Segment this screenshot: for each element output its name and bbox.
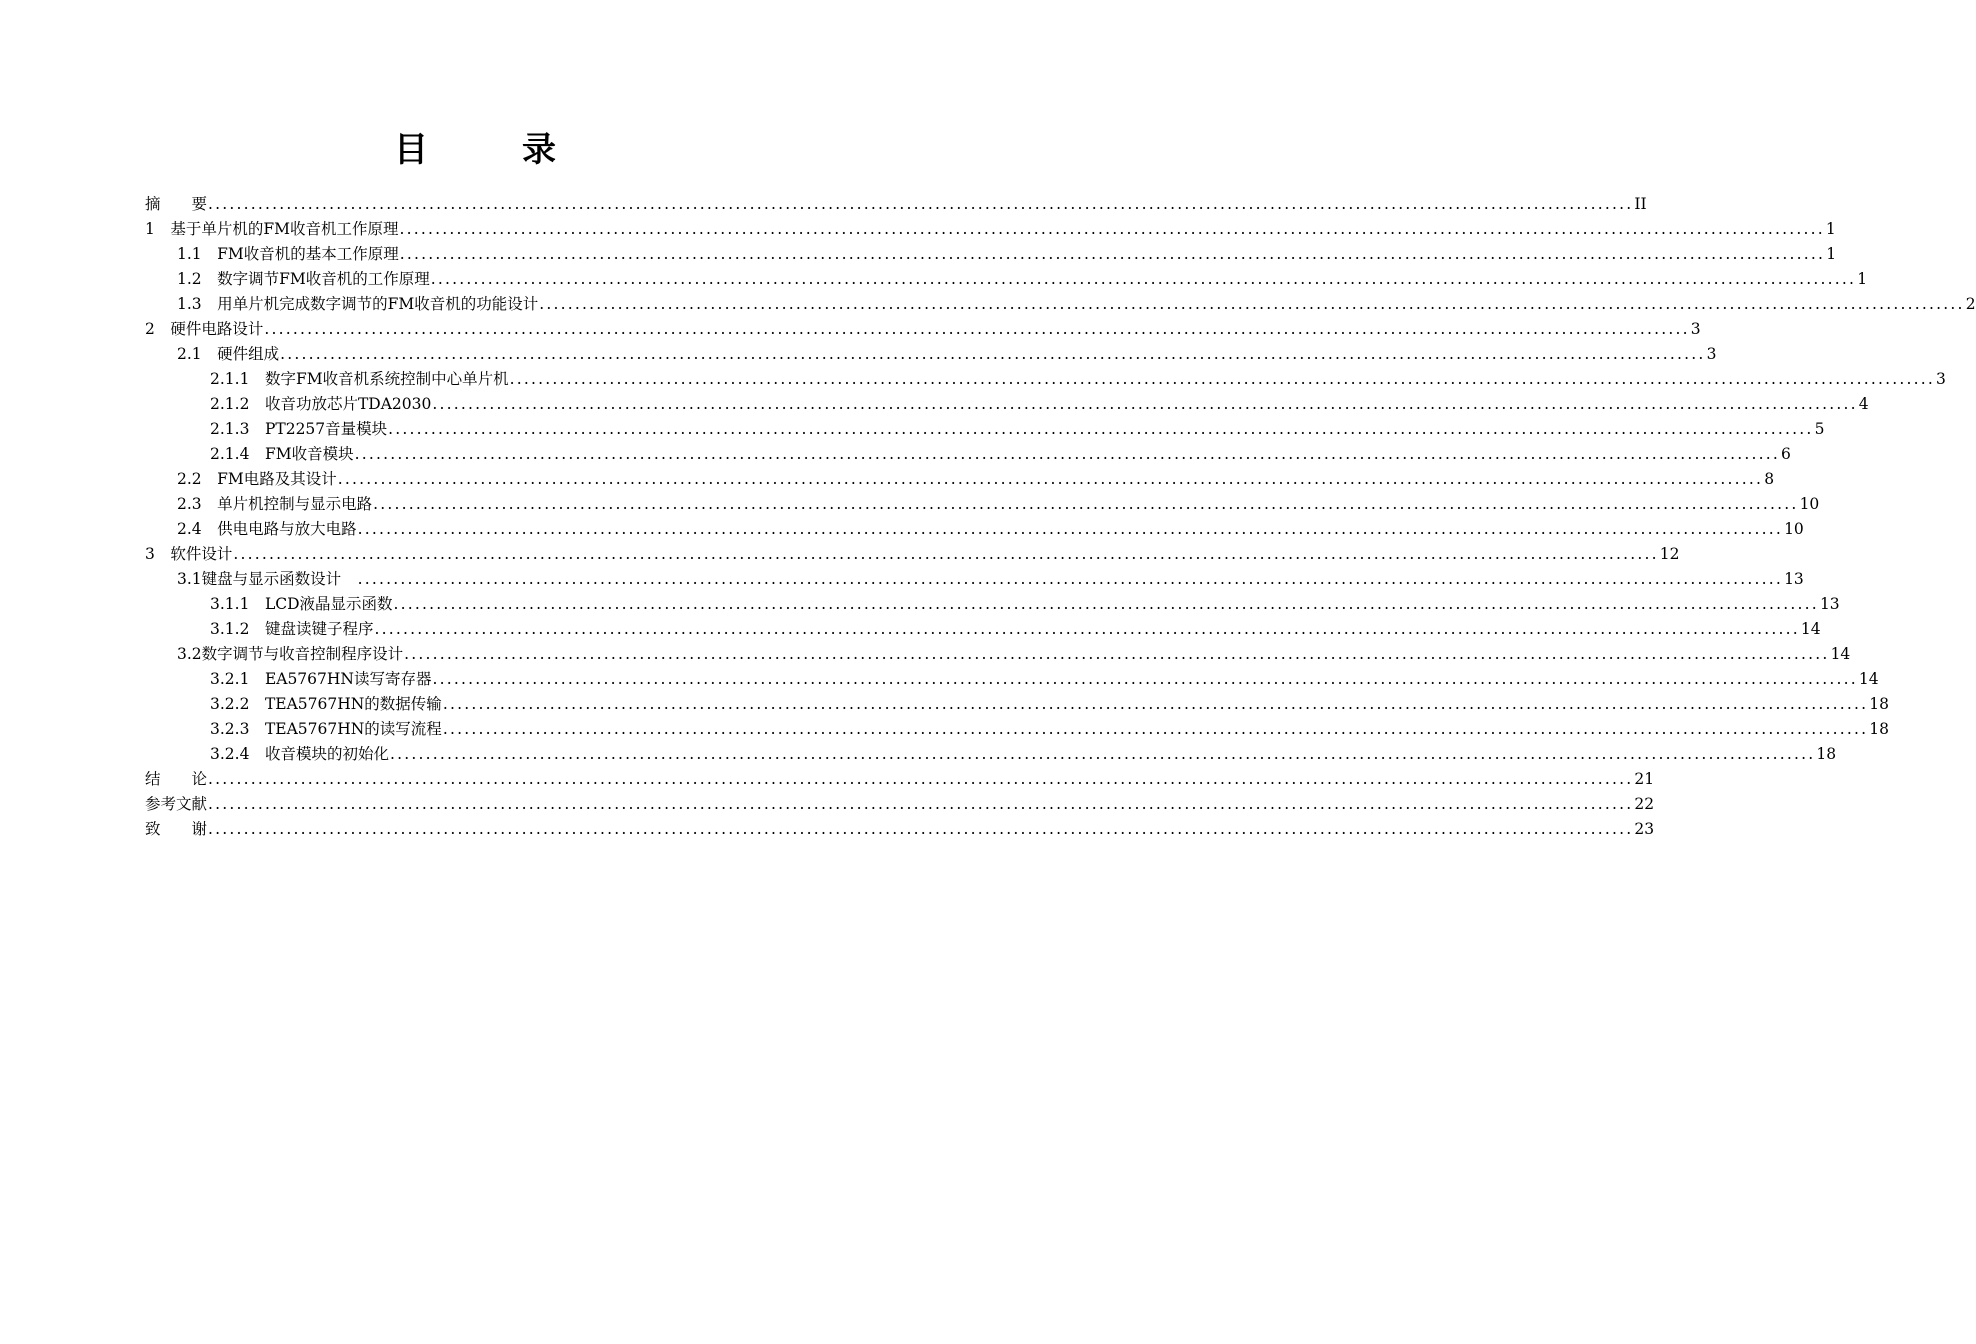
toc-entry-title: 3.2.4 收音模块的初始化 xyxy=(210,745,389,763)
toc-dot-leader: ........................................................................................................................................................................................................ xyxy=(442,720,1869,738)
toc-dot-leader: ........................................................................................................................................................................................................ xyxy=(208,195,1634,213)
toc-entry-title: 2.1.4 FM收音模块 xyxy=(210,445,354,463)
toc-entry-title: 2.1.2 收音功放芯片TDA2030 xyxy=(210,395,432,413)
toc-entry xyxy=(145,667,1879,692)
toc-entry xyxy=(145,817,1655,842)
toc-entry xyxy=(145,717,1889,742)
toc-entry xyxy=(145,292,1976,317)
toc-dot-leader: ........................................................................................................................................................................................................ xyxy=(208,795,1634,813)
toc-entry-title: 参考文献 xyxy=(145,795,208,813)
toc-entry xyxy=(145,442,1791,467)
toc-entry-title: 2.1.1 数字FM收音机系统控制中心单片机 xyxy=(210,370,509,388)
toc-entry xyxy=(145,642,1851,667)
toc-page-number: 4 xyxy=(1858,395,1869,413)
toc-entry xyxy=(145,267,1868,292)
table-of-contents xyxy=(145,192,1976,842)
toc-page-number: 22 xyxy=(1634,795,1655,813)
toc-entry-title: 3.1.2 键盘读键子程序 xyxy=(210,620,374,638)
toc-dot-leader: ........................................................................................................................................................................................................ xyxy=(354,445,1780,463)
toc-page-number: 14 xyxy=(1800,620,1821,638)
toc-page-number: 23 xyxy=(1634,820,1655,838)
toc-entry-title: 结 论 xyxy=(145,770,208,788)
toc-dot-leader: ........................................................................................................................................................................................................ xyxy=(399,245,1826,263)
toc-page-number: 1 xyxy=(1826,245,1837,263)
page-title: 目 录 xyxy=(394,130,586,170)
toc-entry xyxy=(145,317,1701,342)
toc-dot-leader: ........................................................................................................................................................................................................ xyxy=(404,645,1830,663)
toc-dot-leader: ........................................................................................................................................................................................................ xyxy=(399,220,1825,238)
toc-entry xyxy=(145,767,1655,792)
toc-entry xyxy=(145,742,1837,767)
toc-dot-leader: ........................................................................................................................................................................................................ xyxy=(280,345,1706,363)
toc-dot-leader: ........................................................................................................................................................................................................ xyxy=(388,420,1814,438)
toc-entry xyxy=(145,517,1804,542)
toc-entry-title: 3.2.3 TEA5767HN的读写流程 xyxy=(210,720,442,738)
toc-entry xyxy=(145,217,1836,242)
toc-entry xyxy=(145,792,1655,817)
toc-dot-leader: ........................................................................................................................................................................................................ xyxy=(432,670,1858,688)
toc-entry-title: 摘 要 xyxy=(145,195,208,213)
toc-entry xyxy=(145,467,1775,492)
toc-page-number: 3 xyxy=(1706,345,1717,363)
toc-page-number: 3 xyxy=(1935,370,1946,388)
toc-entry-title: 3.1键盘与显示函数设计 xyxy=(177,570,357,588)
toc-entry-title: 2.1.3 PT2257音量模块 xyxy=(210,420,388,438)
toc-entry-title: 2.4 供电电路与放大电路 xyxy=(177,520,357,538)
toc-entry xyxy=(145,542,1680,567)
toc-dot-leader: ........................................................................................................................................................................................................ xyxy=(208,770,1634,788)
toc-dot-leader: ........................................................................................................................................................................................................ xyxy=(393,595,1819,613)
toc-page-number: 14 xyxy=(1858,670,1879,688)
toc-page-number: 5 xyxy=(1814,420,1825,438)
toc-dot-leader: ........................................................................................................................................................................................................ xyxy=(373,495,1799,513)
toc-entry-title: 3.2.2 TEA5767HN的数据传输 xyxy=(210,695,442,713)
toc-entry-title: 2.1 硬件组成 xyxy=(177,345,280,363)
toc-entry xyxy=(145,367,1946,392)
toc-entry-title: 2.2 FM电路及其设计 xyxy=(177,470,337,488)
toc-dot-leader: ........................................................................................................................................................................................................ xyxy=(389,745,1816,763)
toc-page-number: 10 xyxy=(1784,520,1804,538)
toc-entry xyxy=(145,342,1717,367)
toc-entry-title: 3.1.1 LCD液晶显示函数 xyxy=(210,595,393,613)
toc-entry xyxy=(145,617,1821,642)
toc-entry xyxy=(145,692,1889,717)
toc-entry-title: 1 基于单片机的FM收音机工作原理 xyxy=(145,220,399,238)
toc-entry xyxy=(145,192,1647,217)
toc-entry xyxy=(145,242,1837,267)
toc-dot-leader: ........................................................................................................................................................................................................ xyxy=(208,820,1634,838)
toc-dot-leader: ........................................................................................................................................................................................................ xyxy=(264,320,1690,338)
toc-page-number: 1 xyxy=(1857,270,1868,288)
toc-entry xyxy=(145,392,1869,417)
toc-entry xyxy=(145,417,1825,442)
toc-dot-leader: ........................................................................................................................................................................................................ xyxy=(233,545,1659,563)
toc-page-number: 2 xyxy=(1965,295,1976,313)
toc-dot-leader: ........................................................................................................................................................................................................ xyxy=(509,370,1935,388)
toc-page-number: 18 xyxy=(1869,720,1889,738)
toc-entry xyxy=(145,592,1840,617)
toc-dot-leader: ........................................................................................................................................................................................................ xyxy=(442,695,1869,713)
toc-dot-leader: ........................................................................................................................................................................................................ xyxy=(374,620,1800,638)
toc-entry-title: 1.1 FM收音机的基本工作原理 xyxy=(177,245,399,263)
toc-entry-title: 3.2数字调节与收音控制程序设计 xyxy=(177,645,404,663)
toc-dot-leader: ........................................................................................................................................................................................................ xyxy=(357,570,1784,588)
toc-page-number: II xyxy=(1634,195,1647,213)
toc-entry-title: 2.3 单片机控制与显示电路 xyxy=(177,495,373,513)
toc-page-number: 18 xyxy=(1816,745,1837,763)
toc-entry-title: 致 谢 xyxy=(145,820,208,838)
toc-dot-leader: ........................................................................................................................................................................................................ xyxy=(539,295,1965,313)
toc-page-number: 12 xyxy=(1659,545,1680,563)
toc-entry xyxy=(145,567,1804,592)
toc-dot-leader: ........................................................................................................................................................................................................ xyxy=(432,395,1858,413)
toc-entry-title: 1.2 数字调节FM收音机的工作原理 xyxy=(177,270,430,288)
toc-dot-leader: ........................................................................................................................................................................................................ xyxy=(337,470,1764,488)
toc-entry xyxy=(145,492,1820,517)
toc-page-number: 10 xyxy=(1799,495,1820,513)
toc-page-number: 6 xyxy=(1780,445,1791,463)
toc-entry-title: 3 软件设计 xyxy=(145,545,233,563)
toc-page-number: 1 xyxy=(1825,220,1836,238)
toc-dot-leader: ........................................................................................................................................................................................................ xyxy=(430,270,1857,288)
toc-page-number: 18 xyxy=(1869,695,1889,713)
toc-page-number: 8 xyxy=(1764,470,1775,488)
toc-entry-title: 3.2.1 EA5767HN读写寄存器 xyxy=(210,670,432,688)
toc-page-number: 3 xyxy=(1690,320,1701,338)
toc-page-number: 13 xyxy=(1819,595,1840,613)
toc-entry-title: 2 硬件电路设计 xyxy=(145,320,264,338)
toc-dot-leader: ........................................................................................................................................................................................................ xyxy=(357,520,1784,538)
toc-page-number: 14 xyxy=(1830,645,1851,663)
toc-page-number: 13 xyxy=(1784,570,1804,588)
toc-page-number: 21 xyxy=(1634,770,1655,788)
toc-entry-title: 1.3 用单片机完成数字调节的FM收音机的功能设计 xyxy=(177,295,539,313)
